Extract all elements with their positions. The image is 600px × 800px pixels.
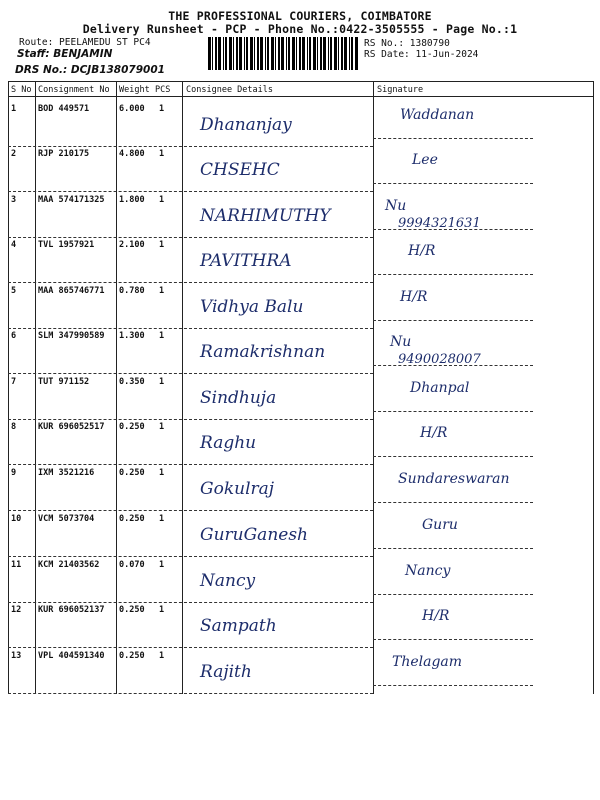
signature-phone-number: 9994321631 [398,216,481,231]
row-weight: 1.800 [119,195,145,205]
consignee-name-handwritten: Rajith [200,662,252,682]
row-sno: 7 [11,377,17,387]
row-consignment-no: KCM 21403562 [38,560,100,570]
table-right-border [593,81,594,694]
row-separator [373,229,533,230]
row-sno: 5 [11,286,17,296]
row-separator [8,328,373,329]
signature-handwritten: Waddanan [400,107,475,123]
consignee-name-handwritten: Sampath [200,616,277,636]
signature-handwritten: Guru [422,517,458,533]
row-sno: 3 [11,195,17,205]
row-separator [373,365,533,366]
row-pcs: 1 [159,149,165,159]
row-sno: 9 [11,468,17,478]
row-sno: 8 [11,422,17,432]
consignee-name-handwritten: Gokulraj [200,479,275,499]
row-weight: 0.250 [119,468,145,478]
row-consignment-no: MAA 865746771 [38,286,105,296]
table-header-border [8,96,593,97]
row-sno: 11 [11,560,22,570]
row-separator [373,138,533,139]
signature-handwritten: Nu [390,334,412,350]
row-weight: 6.000 [119,104,145,114]
route-label: Route: PEELAMEDU ST PC4 [19,37,151,48]
row-pcs: 1 [159,422,165,432]
row-separator [373,594,533,595]
drs-number: DRS No.: DCJB138079001 [15,64,165,76]
row-separator [8,464,373,465]
row-sno: 1 [11,104,17,114]
row-pcs: 1 [159,286,165,296]
row-pcs: 1 [159,104,165,114]
consignee-name-handwritten: NARHIMUTHY [200,206,331,226]
signature-handwritten: H/R [408,243,436,259]
row-separator [373,411,533,412]
row-separator [8,191,373,192]
row-weight: 2.100 [119,240,145,250]
document-subtitle: Delivery Runsheet - PCP - Phone No.:0422-3505555 - Page No.:1 [82,22,518,36]
document-title: THE PROFESSIONAL COURIERS, COIMBATORE [168,9,432,23]
signature-handwritten: H/R [422,608,450,624]
row-weight: 0.250 [119,514,145,524]
row-separator [373,502,533,503]
row-sno: 12 [11,605,22,615]
row-consignment-no: TVL 1957921 [38,240,95,250]
row-separator [373,274,533,275]
row-separator [8,693,373,694]
signature-handwritten: Nancy [405,563,451,579]
signature-handwritten: Thelagam [392,654,463,670]
row-separator [8,647,373,648]
row-pcs: 1 [159,331,165,341]
column-header-weight: Weight [119,85,150,95]
consignee-name-handwritten: PAVITHRA [200,251,292,271]
row-sno: 4 [11,240,17,250]
consignee-name-handwritten: Raghu [200,433,257,453]
rs-date: RS Date: 11-Jun-2024 [364,49,479,60]
row-separator [8,602,373,603]
row-sno: 2 [11,149,17,159]
row-pcs: 1 [159,377,165,387]
row-sno: 10 [11,514,22,524]
column-header-consignee: Consignee Details [186,85,273,95]
column-header-sno: S No [11,85,32,95]
row-weight: 1.300 [119,331,145,341]
row-sno: 6 [11,331,17,341]
row-separator [8,237,373,238]
row-weight: 4.800 [119,149,145,159]
row-weight: 0.780 [119,286,145,296]
consignee-name-handwritten: Sindhuja [200,388,277,408]
row-separator [373,548,533,549]
table-top-border [8,81,593,82]
row-separator [8,146,373,147]
signature-handwritten: H/R [400,289,428,305]
row-consignment-no: KUR 696052137 [38,605,105,615]
row-weight: 0.350 [119,377,145,387]
row-sno: 13 [11,651,22,661]
column-header-consignment: Consignment No [38,85,110,95]
row-weight: 0.250 [119,605,145,615]
column-header-pcs: PCS [155,85,171,95]
consignee-name-handwritten: CHSEHC [200,160,280,180]
consignee-name-handwritten: GuruGanesh [200,525,309,545]
barcode-icon [208,37,358,70]
row-consignment-no: MAA 574171325 [38,195,105,205]
row-pcs: 1 [159,468,165,478]
row-separator [8,419,373,420]
row-separator [373,685,533,686]
signature-handwritten: Nu [385,198,407,214]
row-weight: 0.250 [119,422,145,432]
row-separator [8,510,373,511]
row-pcs: 1 [159,560,165,570]
signature-handwritten: H/R [420,425,448,441]
consignee-name-handwritten: Vidhya Balu [200,297,304,317]
signature-handwritten: Sundareswaran [398,471,510,487]
signature-handwritten: Lee [412,152,438,168]
row-pcs: 1 [159,514,165,524]
row-consignment-no: VPL 404591340 [38,651,105,661]
row-pcs: 1 [159,651,165,661]
consignee-name-handwritten: Ramakrishnan [200,342,326,362]
row-separator [373,183,533,184]
signature-handwritten: Dhanpal [410,380,470,396]
row-consignment-no: KUR 696052517 [38,422,105,432]
row-consignment-no: SLM 347990589 [38,331,105,341]
row-weight: 0.070 [119,560,145,570]
row-consignment-no: BOD 449571 [38,104,90,114]
consignee-name-handwritten: Dhananjay [200,115,292,135]
row-separator [373,456,533,457]
consignee-name-handwritten: Nancy [200,571,256,591]
row-consignment-no: IXM 3521216 [38,468,95,478]
row-separator [373,320,533,321]
rs-number: RS No.: 1380790 [364,38,450,49]
row-separator [8,556,373,557]
row-weight: 0.250 [119,651,145,661]
signature-phone-number: 9490028007 [398,352,481,367]
row-separator [8,373,373,374]
row-consignment-no: VCM 5073704 [38,514,95,524]
row-consignment-no: TUT 971152 [38,377,90,387]
row-pcs: 1 [159,605,165,615]
column-divider [373,81,374,694]
row-pcs: 1 [159,195,165,205]
column-header-signature: Signature [377,85,424,95]
row-separator [8,282,373,283]
row-pcs: 1 [159,240,165,250]
staff-label: Staff: BENJAMIN [17,48,113,60]
row-separator [373,639,533,640]
row-consignment-no: RJP 210175 [38,149,90,159]
